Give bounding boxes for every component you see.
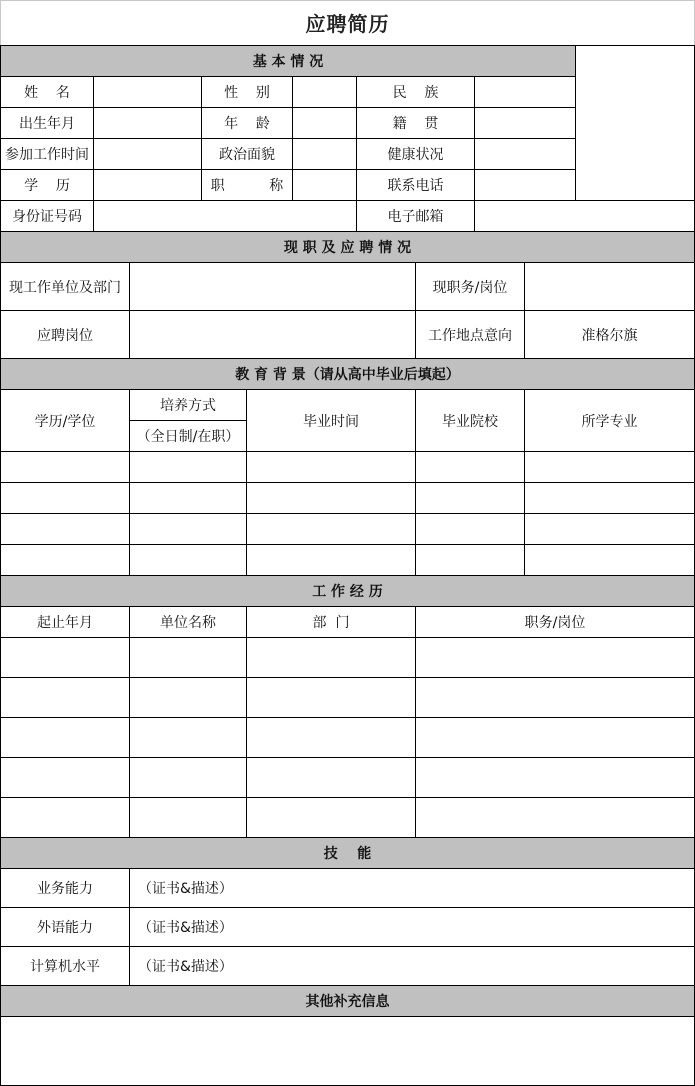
birth-field[interactable]: [93, 107, 202, 139]
title_rank-field[interactable]: [292, 169, 357, 201]
label-name: 姓 名: [0, 76, 94, 108]
work-cell[interactable]: [129, 677, 247, 718]
col-degree: 学历/学位: [0, 389, 130, 452]
native_place-field[interactable]: [474, 107, 576, 139]
label-skill-business: 业务能力: [0, 868, 130, 908]
label-email: 电子邮箱: [356, 200, 475, 232]
work-cell[interactable]: [129, 717, 247, 758]
age-field[interactable]: [292, 107, 357, 139]
work-cell[interactable]: [0, 637, 130, 678]
label-title_rank: 职 称: [201, 169, 293, 201]
work-cell[interactable]: [415, 797, 695, 838]
email-field[interactable]: [474, 200, 695, 232]
work-cell[interactable]: [0, 717, 130, 758]
work_start-field[interactable]: [93, 138, 202, 170]
phone-field[interactable]: [474, 169, 576, 201]
education-cell[interactable]: [415, 544, 525, 576]
label-political: 政治面貌: [201, 138, 293, 170]
education-cell[interactable]: [246, 451, 416, 483]
education-cell[interactable]: [0, 544, 130, 576]
work-location-field[interactable]: 准格尔旗: [524, 310, 695, 359]
label-age: 年 龄: [201, 107, 293, 139]
label-skill-language: 外语能力: [0, 907, 130, 947]
label-ethnicity: 民 族: [356, 76, 475, 108]
education-cell[interactable]: [129, 544, 247, 576]
label-skill-computer: 计算机水平: [0, 946, 130, 986]
section-header-work: 工 作 经 历: [0, 575, 695, 607]
education-cell[interactable]: [246, 482, 416, 514]
label-work-location: 工作地点意向: [415, 310, 525, 359]
work-cell[interactable]: [0, 757, 130, 798]
education-field[interactable]: [93, 169, 202, 201]
name-field[interactable]: [93, 76, 202, 108]
col-work-period: 起止年月: [0, 606, 130, 638]
ethnicity-field[interactable]: [474, 76, 576, 108]
apply-post-field[interactable]: [129, 310, 416, 359]
work-cell[interactable]: [129, 637, 247, 678]
label-health: 健康状况: [356, 138, 475, 170]
work-cell[interactable]: [129, 797, 247, 838]
work-cell[interactable]: [415, 717, 695, 758]
section-header-other: 其他补充信息: [0, 985, 695, 1017]
education-cell[interactable]: [524, 513, 695, 545]
education-cell[interactable]: [129, 482, 247, 514]
skill-business-field[interactable]: （证书&描述）: [129, 868, 695, 908]
label-birth: 出生年月: [0, 107, 94, 139]
education-cell[interactable]: [524, 544, 695, 576]
label-apply-post: 应聘岗位: [0, 310, 130, 359]
label-native_place: 籍 贯: [356, 107, 475, 139]
col-work-post: 职务/岗位: [415, 606, 695, 638]
education-cell[interactable]: [0, 513, 130, 545]
label-gender: 性 别: [201, 76, 293, 108]
col-major: 所学专业: [524, 389, 695, 452]
work-cell[interactable]: [246, 717, 416, 758]
education-cell[interactable]: [129, 513, 247, 545]
work-cell[interactable]: [415, 677, 695, 718]
col-work-unit: 单位名称: [129, 606, 247, 638]
col-study-mode: 培养方式: [129, 389, 247, 421]
work-cell[interactable]: [246, 677, 416, 718]
col-grad-time: 毕业时间: [246, 389, 416, 452]
page-title: 应聘简历: [305, 12, 390, 36]
work-cell[interactable]: [0, 677, 130, 718]
gender-field[interactable]: [292, 76, 357, 108]
education-cell[interactable]: [524, 482, 695, 514]
health-field[interactable]: [474, 138, 576, 170]
work-cell[interactable]: [129, 757, 247, 798]
section-header-current: 现 职 及 应 聘 情 况: [0, 231, 695, 263]
skill-language-field[interactable]: （证书&描述）: [129, 907, 695, 947]
education-cell[interactable]: [0, 451, 130, 483]
education-cell[interactable]: [246, 513, 416, 545]
education-cell[interactable]: [415, 513, 525, 545]
label-work_start: 参加工作时间: [0, 138, 94, 170]
education-cell[interactable]: [415, 482, 525, 514]
label-phone: 联系电话: [356, 169, 475, 201]
work-cell[interactable]: [415, 637, 695, 678]
col-study-mode-hint: （全日制/在职）: [129, 420, 247, 452]
work-cell[interactable]: [246, 797, 416, 838]
education-cell[interactable]: [524, 451, 695, 483]
skill-computer-field[interactable]: （证书&描述）: [129, 946, 695, 986]
education-cell[interactable]: [0, 482, 130, 514]
work-cell[interactable]: [246, 637, 416, 678]
section-header-skills: 技 能: [0, 837, 695, 869]
label-education: 学 历: [0, 169, 94, 201]
label-current-position: 现职务/岗位: [415, 262, 525, 311]
work-cell[interactable]: [415, 757, 695, 798]
work-cell[interactable]: [0, 797, 130, 838]
photo-field[interactable]: [575, 45, 695, 201]
work-cell[interactable]: [246, 757, 416, 798]
education-cell[interactable]: [415, 451, 525, 483]
section-header-basic: 基 本 情 况: [0, 45, 576, 77]
current-position-field[interactable]: [524, 262, 695, 311]
education-cell[interactable]: [246, 544, 416, 576]
current-unit-field[interactable]: [129, 262, 416, 311]
education-cell[interactable]: [129, 451, 247, 483]
section-header-education: 教 育 背 景（请从高中毕业后填起）: [0, 358, 695, 390]
label-current-unit: 现工作单位及部门: [0, 262, 130, 311]
political-field[interactable]: [292, 138, 357, 170]
col-school: 毕业院校: [415, 389, 525, 452]
label-id-number: 身份证号码: [0, 200, 94, 232]
id-number-field[interactable]: [93, 200, 357, 232]
col-work-dept: 部 门: [246, 606, 416, 638]
other-info-field[interactable]: [0, 1016, 695, 1086]
